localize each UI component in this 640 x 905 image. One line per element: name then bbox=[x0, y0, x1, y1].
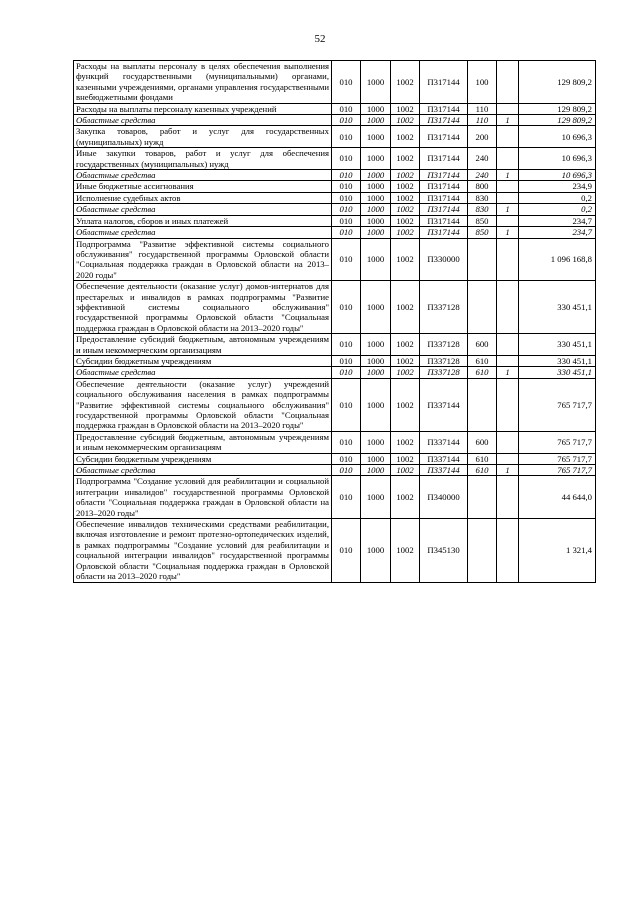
table-row bbox=[74, 215, 596, 226]
table-row-regional-funds bbox=[74, 227, 596, 238]
expense-type-code: 240 bbox=[468, 170, 497, 181]
funding-source-code bbox=[497, 476, 519, 519]
ministry-code: 010 bbox=[332, 378, 361, 431]
budget-table-body bbox=[74, 61, 596, 583]
amount: 10 696,3 bbox=[519, 148, 596, 170]
row-name: Подпрограмма "Создание условий для реабилитации и социальной интеграции инвалидов" государственной программы Орловской области "Социальная поддержка граждан в Орловской области на 2013–2020 годы" bbox=[74, 476, 332, 519]
ministry-code: 010 bbox=[332, 115, 361, 126]
target-article-code: П317144 bbox=[420, 215, 468, 226]
target-article-code: П330000 bbox=[420, 238, 468, 281]
section-code: 1000 bbox=[361, 238, 391, 281]
expense-type-code bbox=[468, 238, 497, 281]
ministry-code: 010 bbox=[332, 181, 361, 192]
amount: 0,2 bbox=[519, 204, 596, 215]
subsection-code: 1002 bbox=[391, 238, 420, 281]
amount: 234,9 bbox=[519, 181, 596, 192]
target-article-code: П345130 bbox=[420, 519, 468, 582]
section-code: 1000 bbox=[361, 61, 391, 104]
amount: 765 717,7 bbox=[519, 465, 596, 476]
row-name: Иные закупки товаров, работ и услуг для обеспечения государственных (муниципальных) нужд bbox=[74, 148, 332, 170]
subsection-code: 1002 bbox=[391, 181, 420, 192]
row-name: Иные бюджетные ассигнования bbox=[74, 181, 332, 192]
subsection-code: 1002 bbox=[391, 115, 420, 126]
section-code: 1000 bbox=[361, 192, 391, 203]
funding-source-code bbox=[497, 215, 519, 226]
section-code: 1000 bbox=[361, 453, 391, 464]
funding-source-code bbox=[497, 238, 519, 281]
table-row bbox=[74, 281, 596, 334]
expense-type-code: 600 bbox=[468, 334, 497, 356]
table-row bbox=[74, 181, 596, 192]
table-row bbox=[74, 192, 596, 203]
ministry-code: 010 bbox=[332, 431, 361, 453]
row-name: Обеспечение деятельности (оказание услуг) домов-интернатов для престарелых и инвалидов в рамках подпрограммы "Развитие эффективной системы социального обслуживания" государственной программы Орловской области "Социальная поддержка граждан в Орловской области на 2013–2020 годы" bbox=[74, 281, 332, 334]
expense-type-code: 850 bbox=[468, 215, 497, 226]
row-name: Исполнение судебных актов bbox=[74, 192, 332, 203]
amount: 1 321,4 bbox=[519, 519, 596, 582]
amount: 330 451,1 bbox=[519, 281, 596, 334]
section-code: 1000 bbox=[361, 519, 391, 582]
subsection-code: 1002 bbox=[391, 378, 420, 431]
expense-type-code: 240 bbox=[468, 148, 497, 170]
ministry-code: 010 bbox=[332, 215, 361, 226]
amount: 129 809,2 bbox=[519, 115, 596, 126]
amount: 10 696,3 bbox=[519, 126, 596, 148]
section-code: 1000 bbox=[361, 148, 391, 170]
subsection-code: 1002 bbox=[391, 204, 420, 215]
section-code: 1000 bbox=[361, 378, 391, 431]
subsection-code: 1002 bbox=[391, 170, 420, 181]
expense-type-code: 850 bbox=[468, 227, 497, 238]
target-article-code: П317144 bbox=[420, 192, 468, 203]
target-article-code: П340000 bbox=[420, 476, 468, 519]
expense-type-code bbox=[468, 476, 497, 519]
ministry-code: 010 bbox=[332, 367, 361, 378]
table-row bbox=[74, 126, 596, 148]
ministry-code: 010 bbox=[332, 476, 361, 519]
target-article-code: П337144 bbox=[420, 465, 468, 476]
target-article-code: П337128 bbox=[420, 355, 468, 366]
amount: 234,7 bbox=[519, 227, 596, 238]
funding-source-code bbox=[497, 519, 519, 582]
subsection-code: 1002 bbox=[391, 215, 420, 226]
table-row bbox=[74, 378, 596, 431]
funding-source-code bbox=[497, 431, 519, 453]
subsection-code: 1002 bbox=[391, 519, 420, 582]
subsection-code: 1002 bbox=[391, 453, 420, 464]
section-code: 1000 bbox=[361, 476, 391, 519]
expense-type-code: 610 bbox=[468, 355, 497, 366]
table-row bbox=[74, 519, 596, 582]
ministry-code: 010 bbox=[332, 238, 361, 281]
target-article-code: П317144 bbox=[420, 115, 468, 126]
subsection-code: 1002 bbox=[391, 465, 420, 476]
section-code: 1000 bbox=[361, 115, 391, 126]
target-article-code: П317144 bbox=[420, 227, 468, 238]
ministry-code: 010 bbox=[332, 334, 361, 356]
target-article-code: П337144 bbox=[420, 378, 468, 431]
expense-type-code: 110 bbox=[468, 115, 497, 126]
subsection-code: 1002 bbox=[391, 431, 420, 453]
page-number: 52 bbox=[314, 33, 326, 45]
row-name: Расходы на выплаты персоналу в целях обеспечения выполнения функций государственными (муниципальными) органами, казенными учреждениями, органами управления государственными внебюджетными фондами bbox=[74, 61, 332, 104]
subsection-code: 1002 bbox=[391, 148, 420, 170]
table-row-regional-funds bbox=[74, 367, 596, 378]
section-code: 1000 bbox=[361, 465, 391, 476]
section-code: 1000 bbox=[361, 334, 391, 356]
expense-type-code: 830 bbox=[468, 204, 497, 215]
table-row-regional-funds bbox=[74, 204, 596, 215]
row-name: Закупка товаров, работ и услуг для государственных (муниципальных) нужд bbox=[74, 126, 332, 148]
amount: 1 096 168,8 bbox=[519, 238, 596, 281]
table-row bbox=[74, 334, 596, 356]
target-article-code: П317144 bbox=[420, 181, 468, 192]
subsection-code: 1002 bbox=[391, 476, 420, 519]
subsection-code: 1002 bbox=[391, 61, 420, 104]
ministry-code: 010 bbox=[332, 148, 361, 170]
funding-source-code: 1 bbox=[497, 170, 519, 181]
ministry-code: 010 bbox=[332, 227, 361, 238]
expense-type-code: 100 bbox=[468, 61, 497, 104]
expense-type-code bbox=[468, 378, 497, 431]
amount: 129 809,2 bbox=[519, 103, 596, 114]
funding-source-code bbox=[497, 378, 519, 431]
budget-table bbox=[73, 60, 596, 583]
funding-source-code bbox=[497, 334, 519, 356]
row-name: Областные средства bbox=[74, 170, 332, 181]
ministry-code: 010 bbox=[332, 355, 361, 366]
funding-source-code: 1 bbox=[497, 115, 519, 126]
amount: 234,7 bbox=[519, 215, 596, 226]
target-article-code: П337128 bbox=[420, 367, 468, 378]
table-row bbox=[74, 238, 596, 281]
ministry-code: 010 bbox=[332, 61, 361, 104]
funding-source-code: 1 bbox=[497, 204, 519, 215]
section-code: 1000 bbox=[361, 227, 391, 238]
subsection-code: 1002 bbox=[391, 334, 420, 356]
row-name: Обеспечение деятельности (оказание услуг) учреждений социального обслуживания населения в рамках подпрограммы "Развитие эффективной системы социального обслуживания" государственной программы Орловской области "Социальная поддержка граждан в Орловской области на 2013–2020 годы" bbox=[74, 378, 332, 431]
funding-source-code bbox=[497, 181, 519, 192]
subsection-code: 1002 bbox=[391, 126, 420, 148]
row-name: Областные средства bbox=[74, 465, 332, 476]
subsection-code: 1002 bbox=[391, 103, 420, 114]
row-name: Областные средства bbox=[74, 367, 332, 378]
row-name: Предоставление субсидий бюджетным, автономным учреждениям и иным некоммерческим организациям bbox=[74, 431, 332, 453]
expense-type-code bbox=[468, 519, 497, 582]
table-row bbox=[74, 148, 596, 170]
amount: 765 717,7 bbox=[519, 378, 596, 431]
expense-type-code: 200 bbox=[468, 126, 497, 148]
row-name: Обеспечение инвалидов техническими средствами реабилитации, включая изготовление и ремонт протезно-ортопедических изделий, в рамках подпрограммы "Создание условий для реабилитации и социальной интеграции инвалидов" государственной программы Орловской области "Социальная поддержка граждан в Орловской области на 2013–2020 годы" bbox=[74, 519, 332, 582]
amount: 129 809,2 bbox=[519, 61, 596, 104]
expense-type-code: 600 bbox=[468, 431, 497, 453]
funding-source-code: 1 bbox=[497, 227, 519, 238]
amount: 0,2 bbox=[519, 192, 596, 203]
amount: 330 451,1 bbox=[519, 367, 596, 378]
row-name: Субсидии бюджетным учреждениям bbox=[74, 453, 332, 464]
subsection-code: 1002 bbox=[391, 367, 420, 378]
funding-source-code bbox=[497, 192, 519, 203]
ministry-code: 010 bbox=[332, 453, 361, 464]
expense-type-code: 800 bbox=[468, 181, 497, 192]
table-row-regional-funds bbox=[74, 115, 596, 126]
section-code: 1000 bbox=[361, 204, 391, 215]
table-row bbox=[74, 453, 596, 464]
subsection-code: 1002 bbox=[391, 355, 420, 366]
ministry-code: 010 bbox=[332, 170, 361, 181]
table-row bbox=[74, 431, 596, 453]
expense-type-code: 610 bbox=[468, 453, 497, 464]
funding-source-code bbox=[497, 355, 519, 366]
funding-source-code bbox=[497, 453, 519, 464]
row-name: Областные средства bbox=[74, 115, 332, 126]
section-code: 1000 bbox=[361, 431, 391, 453]
amount: 330 451,1 bbox=[519, 355, 596, 366]
target-article-code: П317144 bbox=[420, 170, 468, 181]
funding-source-code bbox=[497, 281, 519, 334]
ministry-code: 010 bbox=[332, 519, 361, 582]
target-article-code: П317144 bbox=[420, 204, 468, 215]
amount: 765 717,7 bbox=[519, 453, 596, 464]
expense-type-code bbox=[468, 281, 497, 334]
ministry-code: 010 bbox=[332, 204, 361, 215]
section-code: 1000 bbox=[361, 367, 391, 378]
table-row bbox=[74, 355, 596, 366]
expense-type-code: 110 bbox=[468, 103, 497, 114]
amount: 44 644,0 bbox=[519, 476, 596, 519]
target-article-code: П317144 bbox=[420, 61, 468, 104]
funding-source-code: 1 bbox=[497, 367, 519, 378]
row-name: Областные средства bbox=[74, 204, 332, 215]
amount: 765 717,7 bbox=[519, 431, 596, 453]
section-code: 1000 bbox=[361, 281, 391, 334]
ministry-code: 010 bbox=[332, 465, 361, 476]
subsection-code: 1002 bbox=[391, 281, 420, 334]
subsection-code: 1002 bbox=[391, 227, 420, 238]
section-code: 1000 bbox=[361, 355, 391, 366]
table-row bbox=[74, 476, 596, 519]
row-name: Областные средства bbox=[74, 227, 332, 238]
row-name: Субсидии бюджетным учреждениям bbox=[74, 355, 332, 366]
target-article-code: П337128 bbox=[420, 334, 468, 356]
funding-source-code: 1 bbox=[497, 465, 519, 476]
funding-source-code bbox=[497, 126, 519, 148]
table-row bbox=[74, 103, 596, 114]
amount: 10 696,3 bbox=[519, 170, 596, 181]
target-article-code: П337128 bbox=[420, 281, 468, 334]
target-article-code: П317144 bbox=[420, 126, 468, 148]
ministry-code: 010 bbox=[332, 281, 361, 334]
section-code: 1000 bbox=[361, 181, 391, 192]
ministry-code: 010 bbox=[332, 103, 361, 114]
funding-source-code bbox=[497, 148, 519, 170]
table-row-regional-funds bbox=[74, 465, 596, 476]
section-code: 1000 bbox=[361, 126, 391, 148]
target-article-code: П317144 bbox=[420, 148, 468, 170]
amount: 330 451,1 bbox=[519, 334, 596, 356]
ministry-code: 010 bbox=[332, 126, 361, 148]
section-code: 1000 bbox=[361, 103, 391, 114]
ministry-code: 010 bbox=[332, 192, 361, 203]
subsection-code: 1002 bbox=[391, 192, 420, 203]
target-article-code: П337144 bbox=[420, 453, 468, 464]
section-code: 1000 bbox=[361, 215, 391, 226]
table-row bbox=[74, 61, 596, 104]
target-article-code: П337144 bbox=[420, 431, 468, 453]
row-name: Подпрограмма "Развитие эффективной системы социального обслуживания" государственной программы Орловской области "Социальная поддержка граждан в Орловской области на 2013–2020 годы" bbox=[74, 238, 332, 281]
row-name: Расходы на выплаты персоналу казенных учреждений bbox=[74, 103, 332, 114]
row-name: Предоставление субсидий бюджетным, автономным учреждениям и иным некоммерческим организациям bbox=[74, 334, 332, 356]
funding-source-code bbox=[497, 103, 519, 114]
target-article-code: П317144 bbox=[420, 103, 468, 114]
section-code: 1000 bbox=[361, 170, 391, 181]
expense-type-code: 610 bbox=[468, 367, 497, 378]
funding-source-code bbox=[497, 61, 519, 104]
expense-type-code: 830 bbox=[468, 192, 497, 203]
expense-type-code: 610 bbox=[468, 465, 497, 476]
row-name: Уплата налогов, сборов и иных платежей bbox=[74, 215, 332, 226]
table-row-regional-funds bbox=[74, 170, 596, 181]
